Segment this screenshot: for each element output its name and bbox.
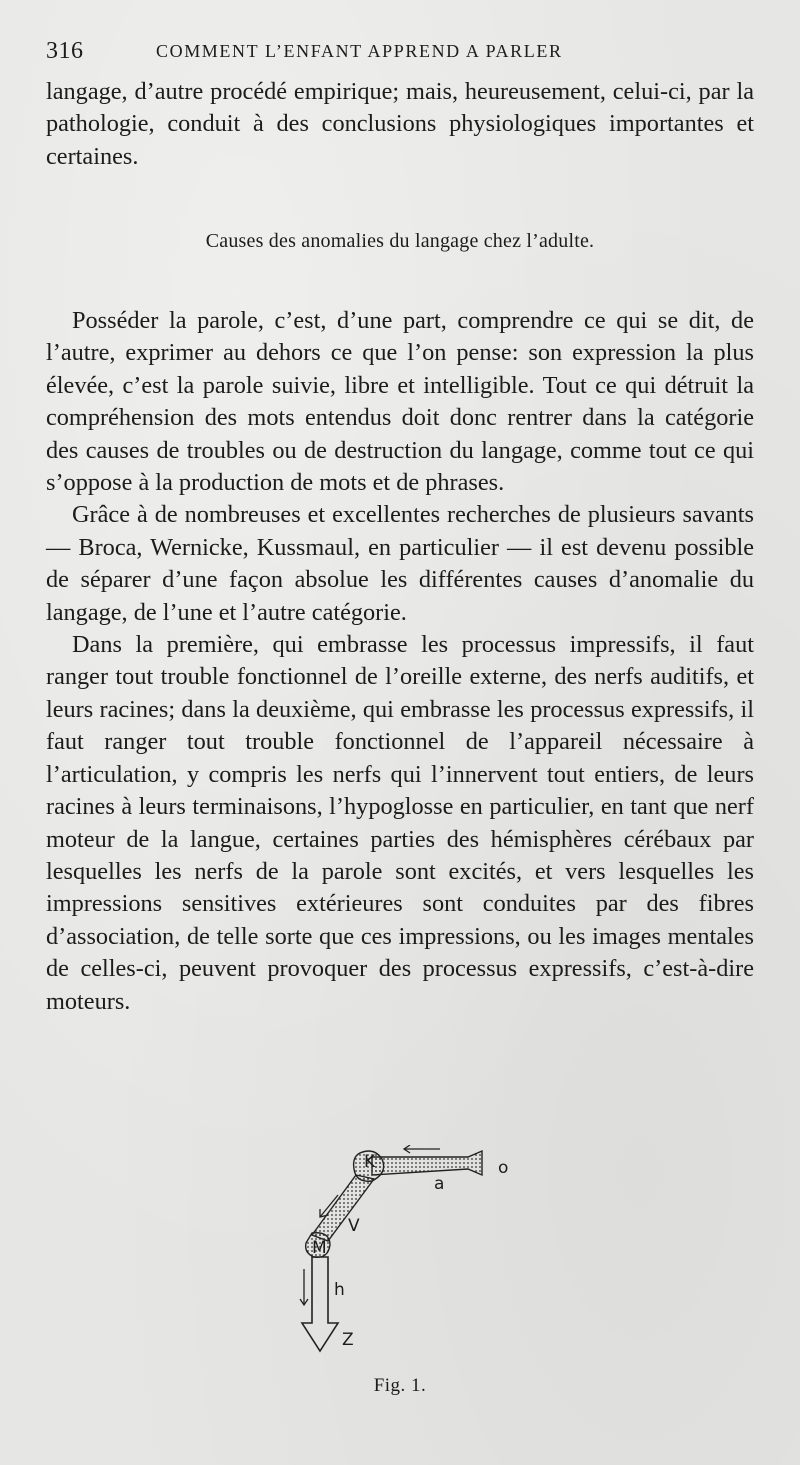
motor-tract — [302, 1257, 338, 1351]
section-title: Causes des anomalies du langage chez l’adulte. — [205, 230, 595, 252]
figure-1 — [290, 1145, 530, 1365]
label-k: K — [364, 1152, 376, 1172]
paragraph-2: Grâce à de nombreuses et excellentes recherches de plusieurs savants — Broca, Wernicke, Kussmaul, en particulier — il est devenu possible de séparer d’une façon absolue les différentes causes d’anomalie du langage, de l’une et l’autre catégorie. — [46, 501, 754, 626]
nerve-pathway-diagram — [290, 1145, 530, 1365]
running-head — [46, 38, 756, 68]
arrow-h — [300, 1269, 308, 1305]
running-title: COMMENT L’ENFANT APPREND A PARLER — [156, 41, 563, 61]
continuation-text — [46, 76, 754, 173]
main-text — [46, 305, 754, 1018]
arrow-a — [404, 1145, 440, 1153]
diagonal-tract — [312, 1175, 374, 1241]
figure-caption: Fig. 1. — [373, 1375, 427, 1396]
paragraph-1: Posséder la parole, c’est, d’une part, comprendre ce qui se dit, de l’autre, exprimer au dehors ce que l’on pense: son expression la plus élevée, c’est la parole suivie, libre et intelligible. Tout ce qui détruit la compréhension des mots entendus doit donc rentrer dans la catégorie des causes de troubles ou de destruction du langage, comme tout ce qui s’oppose à la production de mots et de phrases. — [46, 307, 754, 497]
auditory-tract — [372, 1151, 482, 1175]
label-m: M — [312, 1238, 327, 1258]
page-number: 316 — [46, 38, 84, 64]
label-z: Z — [342, 1330, 354, 1350]
continuation-paragraph: langage, d’autre procédé empirique; mais, heureusement, celui-ci, par la pathologie, conduit à des conclusions physiologiques importantes et certaines. — [46, 78, 754, 170]
paragraph-3: Dans la première, qui embrasse les processus impressifs, il faut ranger tout trouble fonctionnel de l’oreille externe, des nerfs auditifs, et leurs racines; dans la deuxième, qui embrasse les processus expressifs, il faut ranger tout trouble fonctionnel de l’appareil nécessaire à l’articulation, y compris les nerfs qui l’innervent tout entiers, de leurs racines à leurs terminaisons, l’hypoglosse en particulier, en tant que nerf moteur de la langue, certaines parties des hémisphères cérébaux par lesquelles les nerfs de la parole sont excités, et vers lesquelles les impressions sensitives extérieures sont conduites par des fibres d’association, de telle sorte que ces impressions, ou les images mentales de celles-ci, peuvent provoquer des processus expressifs, c’est-à-dire moteurs. — [46, 631, 754, 1015]
label-o: o — [498, 1158, 509, 1178]
label-h: h — [334, 1280, 345, 1300]
label-a: a — [434, 1174, 445, 1194]
label-v: V — [348, 1216, 360, 1236]
